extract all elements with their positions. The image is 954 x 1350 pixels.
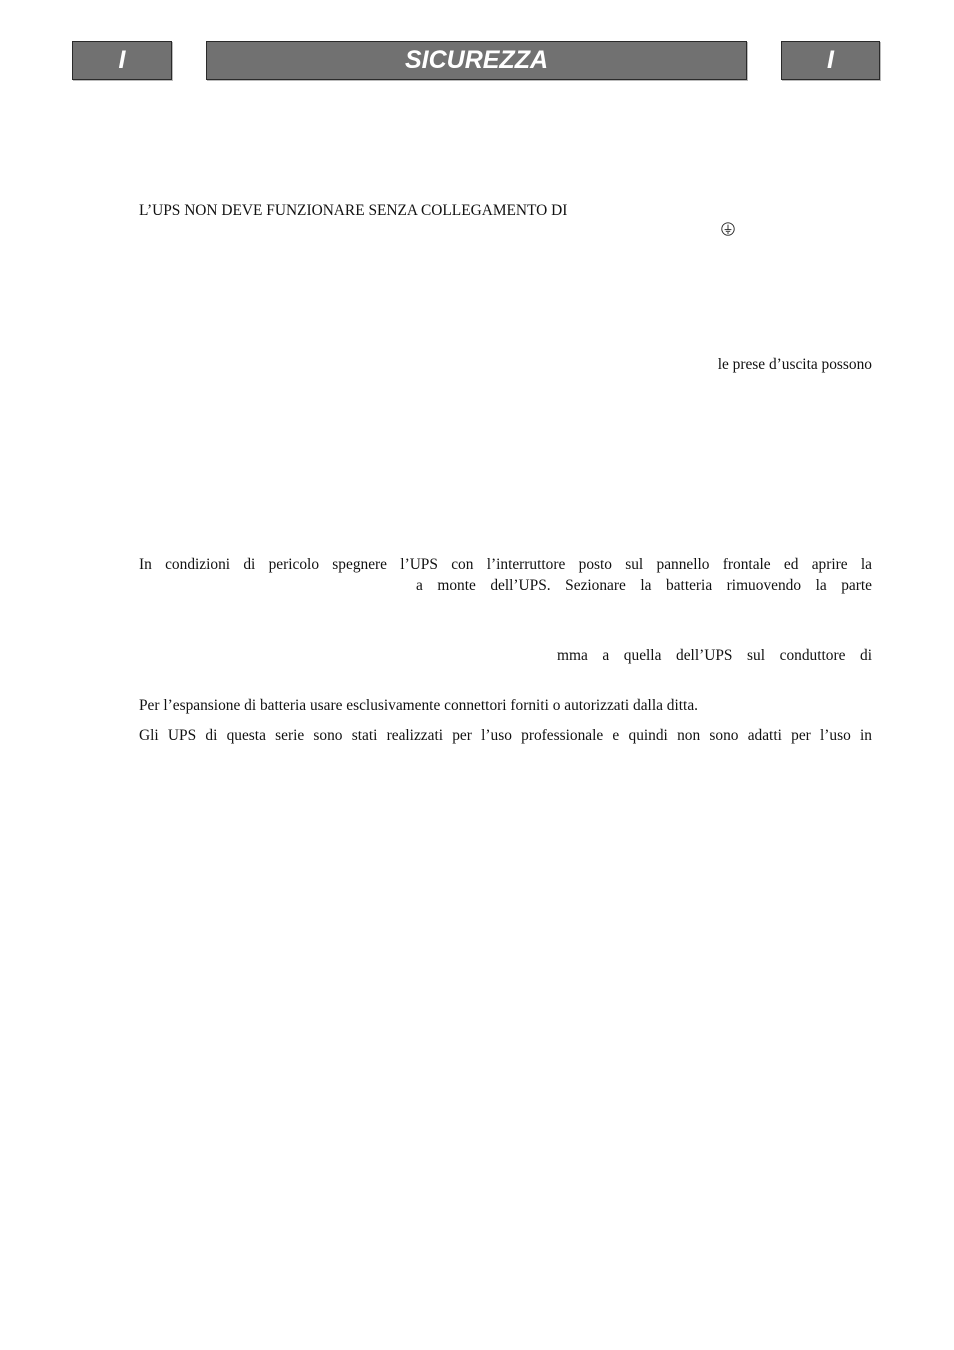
text-line-4: a monte dell’UPS. Sezionare la batteria rimuovendo la parte	[416, 577, 872, 594]
section-title: SICUREZZA	[404, 46, 549, 74]
section-title-bar	[206, 41, 747, 80]
section-tab-right	[781, 41, 880, 80]
protective-earth-icon	[721, 222, 735, 236]
text-line-1: L’UPS NON DEVE FUNZIONARE SENZA COLLEGAMENTO DI	[139, 202, 568, 219]
section-tab-left	[72, 41, 172, 80]
text-line-3: In condizioni di pericolo spegnere l’UPS con l’interruttore posto sul pannello frontale ed aprire la	[139, 556, 872, 573]
section-tab-right-label: I	[827, 46, 834, 74]
text-line-5: mma a quella dell’UPS sul conduttore di	[557, 647, 872, 664]
section-tab-left-label: I	[118, 46, 126, 74]
text-line-7: Gli UPS di questa serie sono stati realizzati per l’uso professionale e quindi non sono adatti per l’uso in	[139, 727, 872, 744]
text-line-6: Per l’espansione di batteria usare esclusivamente connettori forniti o autorizzati dalla ditta.	[139, 697, 698, 714]
text-line-2: le prese d’uscita possono	[717, 356, 872, 373]
